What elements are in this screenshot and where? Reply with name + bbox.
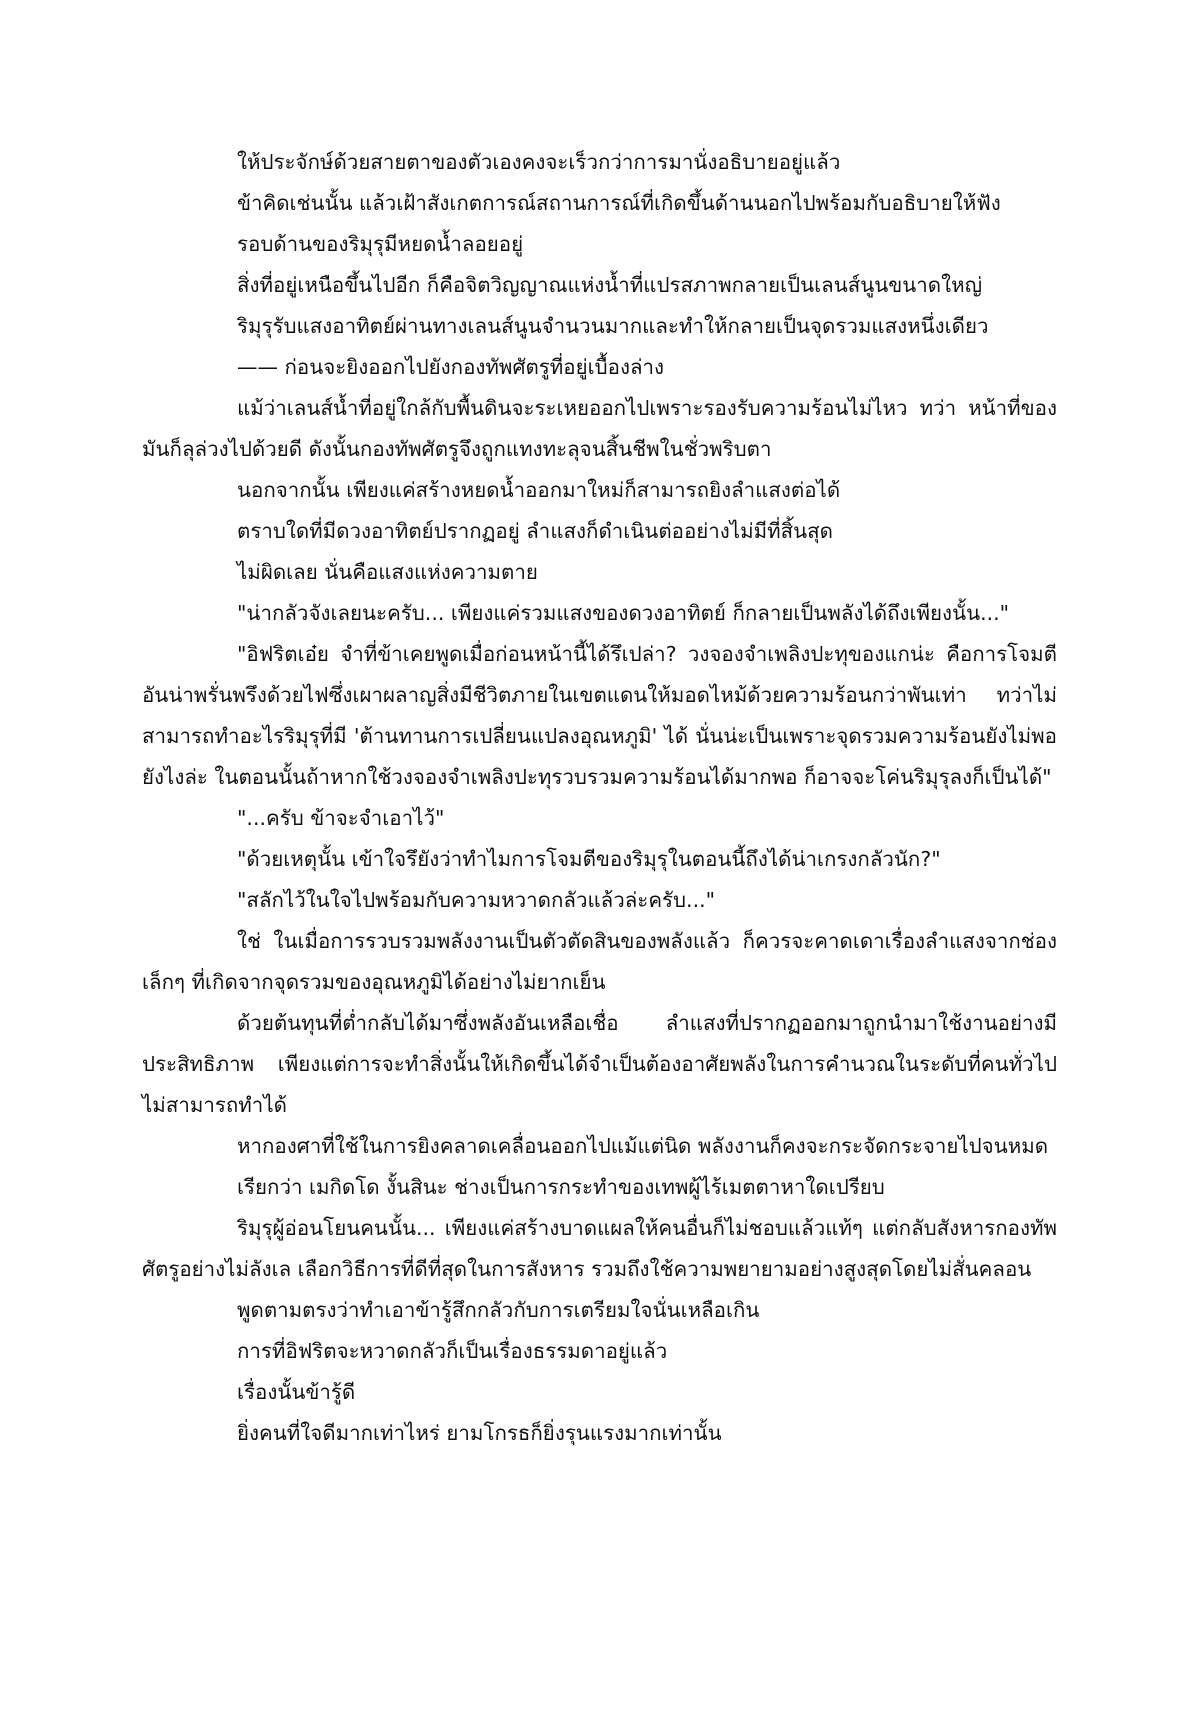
paragraph: สิ่งที่อยู่เหนือขึ้นไปอีก ก็คือจิตวิญญาณแห่งน้ำที่แปรสภาพกลายเป็นเลนส์นูนขนาดใหญ่ — [237, 273, 983, 297]
paragraph: ริมุรุผู้อ่อนโยนคนนั้น... เพียงแค่สร้างบาดแผลให้คนอื่นก็ไม่ชอบแล้วแท้ๆ แต่กลับสังหารกองทัพศัตรูอย่างไม่ลังเล เลือกวิธีการที่ดีที่สุดในการสังหาร รวมถึงใช้ความพยายามอย่างสูงสุดโดยไม่สั่นคลอน — [142, 1216, 1057, 1281]
paragraph: —— ก่อนจะยิงออกไปยังกองทัพศัตรูที่อยู่เบื้องล่าง — [237, 355, 665, 379]
paragraph: การที่อิฟริตจะหวาดกลัวก็เป็นเรื่องธรรมดาอยู่แล้ว — [237, 1339, 668, 1363]
paragraph: ตราบใดที่มีดวงอาทิตย์ปรากฏอยู่ ลำแสงก็ดำเนินต่ออย่างไม่มีที่สิ้นสุด — [237, 519, 833, 543]
paragraph: พูดตามตรงว่าทำเอาข้ารู้สึกกลัวกับการเตรียมใจนั่นเหลือเกิน — [237, 1298, 760, 1322]
paragraph: ยิ่งคนที่ใจดีมากเท่าไหร่ ยามโกรธก็ยิ่งรุนแรงมากเท่านั้น — [237, 1421, 722, 1445]
paragraph: ไม่ผิดเลย นั่นคือแสงแห่งความตาย — [237, 560, 538, 584]
dialogue-paragraph: "สลักไว้ในใจไปพร้อมกับความหวาดกลัวแล้วล่ะครับ..." — [237, 888, 716, 912]
paragraph: ใช่ ในเมื่อการรวบรวมพลังงานเป็นตัวตัดสินของพลังแล้ว ก็ควรจะคาดเดาเรื่องลำแสงจากช่องเล็กๆ ที่เกิดจากจุดรวมของอุณหภูมิได้อย่างไม่ยากเย็น — [142, 929, 1057, 994]
body-text — [142, 142, 1057, 1454]
paragraph: นอกจากนั้น เพียงแค่สร้างหยดน้ำออกมาใหม่ก็สามารถยิงลำแสงต่อได้ — [237, 478, 841, 502]
paragraph: หากองศาที่ใช้ในการยิงคลาดเคลื่อนออกไปแม้แต่นิด พลังงานก็คงจะกระจัดกระจายไปจนหมด — [237, 1134, 1049, 1158]
dialogue-paragraph: "น่ากลัวจังเลยนะครับ... เพียงแค่รวมแสงของดวงอาทิตย์ ก็กลายเป็นพลังได้ถึงเพียงนั้น..." — [237, 601, 1010, 625]
paragraph: เรื่องนั้นข้ารู้ดี — [237, 1380, 356, 1404]
paragraph: ให้ประจักษ์ด้วยสายตาของตัวเองคงจะเร็วกว่าการมานั่งอธิบายอยู่แล้ว — [237, 150, 841, 174]
paragraph: ข้าคิดเช่นนั้น แล้วเฝ้าสังเกตการณ์สถานการณ์ที่เกิดขึ้นด้านนอกไปพร้อมกับอธิบายให้ฟัง — [237, 191, 1001, 215]
paragraph: รอบด้านของริมุรุมีหยดน้ำลอยอยู่ — [237, 232, 524, 256]
paragraph: ด้วยต้นทุนที่ต่ำกลับได้มาซึ่งพลังอันเหลือเชื่อ ลำแสงที่ปรากฏออกมาถูกนำมาใช้งานอย่างมีประสิทธิภาพ เพียงแต่การจะทำสิ่งนั้นให้เกิดขึ้นได้จำเป็นต้องอาศัยพลังในการคำนวณในระดับที่คนทั่วไปไม่สามารถทำได้ — [142, 1011, 1057, 1117]
dialogue-paragraph: "...ครับ ข้าจะจำเอาไว้" — [237, 806, 445, 830]
paragraph: ริมุรุรับแสงอาทิตย์ผ่านทางเลนส์นูนจำนวนมากและทำให้กลายเป็นจุดรวมแสงหนึ่งเดียว — [237, 314, 989, 338]
paragraph: แม้ว่าเลนส์น้ำที่อยู่ใกล้กับพื้นดินจะระเหยออกไปเพราะรองรับความร้อนไม่ไหว ทว่า หน้าที่ของมันก็ลุล่วงไปด้วยดี ดังนั้นกองทัพศัตรูจึงถูกแทงทะลุจนสิ้นชีพในชั่วพริบตา — [142, 396, 1057, 461]
paragraph: เรียกว่า เมกิดโด งั้นสินะ ช่างเป็นการกระทำของเทพผู้ไร้เมตตาหาใดเปรียบ — [237, 1175, 885, 1199]
dialogue-paragraph: "ด้วยเหตุนั้น เข้าใจรึยังว่าทำไมการโจมตีของริมุรุในตอนนี้ถึงได้น่าเกรงกลัวนัก?" — [237, 847, 941, 871]
dialogue-paragraph: "อิฟริตเอ๋ย จำที่ข้าเคยพูดเมื่อก่อนหน้านี้ได้รึเปล่า? วงจองจำเพลิงปะทุของแกน่ะ คือการโจมตีอันน่าพรั่นพรึงด้วยไฟซึ่งเผาผลาญสิ่งมีชีวิตภายในเขตแดนให้มอดไหม้ด้วยความร้อนกว่าพันเท่า ทว่าไม่สามารถทำอะไรริมุรุที่มี 'ต้านทานการเปลี่ยนแปลงอุณหภูมิ' ได้ นั่นน่ะเป็นเพราะจุดรวมความร้อนยังไม่พอยังไงล่ะ ในตอนนั้นถ้าหากใช้วงจองจำเพลิงปะทุรวบรวมความร้อนได้มากพอ ก็อาจจะโค่นริมุรุลงก็เป็นได้" — [142, 642, 1057, 789]
